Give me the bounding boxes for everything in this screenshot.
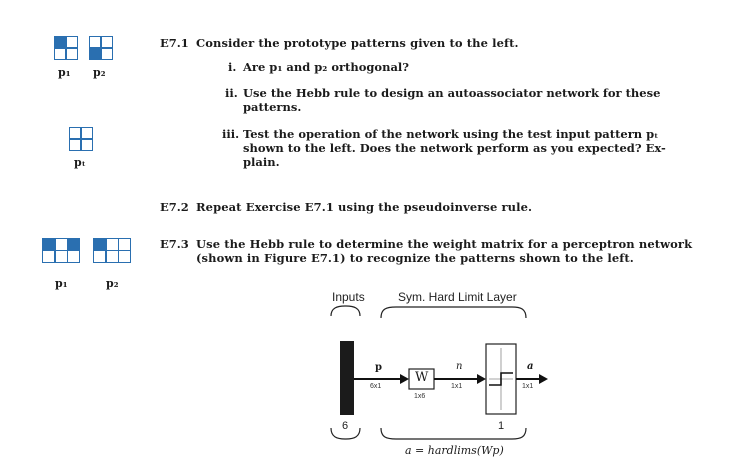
weight-label: W bbox=[415, 370, 429, 385]
item-ii-line2: patterns. bbox=[243, 100, 302, 114]
item-iii-line2: shown to the left. Does the network perform as you expected? Ex- bbox=[243, 141, 666, 155]
a-label: a bbox=[527, 361, 534, 372]
input-count: 6 bbox=[342, 420, 349, 432]
exercise-e7-1-prompt: Consider the prototype patterns given to the left. bbox=[196, 36, 519, 50]
pattern-p2-label: p₂ bbox=[93, 66, 106, 79]
p-arrowhead bbox=[400, 374, 409, 384]
p-dim: 6x1 bbox=[370, 383, 382, 390]
item-i-text: Are p₁ and p₂ orthogonal? bbox=[243, 60, 410, 74]
exercise-e7-2-number: E7.2 bbox=[160, 200, 189, 214]
a-dim: 1x1 bbox=[522, 383, 534, 390]
pattern-p1-label: p₁ bbox=[58, 66, 71, 79]
item-iii-line3: plain. bbox=[243, 155, 280, 169]
item-iii-numeral: iii. bbox=[222, 127, 240, 141]
item-iii-line1: Test the operation of the network using the test input pattern pₜ bbox=[243, 127, 659, 141]
pattern-pt-label: pₜ bbox=[74, 156, 86, 169]
a-arrowhead bbox=[539, 374, 548, 384]
layer-bottom-brace bbox=[381, 428, 526, 439]
pattern-e3-p1-label: p₁ bbox=[55, 277, 68, 290]
item-ii-numeral: ii. bbox=[225, 86, 238, 100]
pattern-e3-p2-label: p₂ bbox=[106, 277, 119, 290]
exercise-e7-1-number: E7.1 bbox=[160, 36, 189, 50]
item-i-numeral: i. bbox=[228, 60, 237, 74]
inputs-label: Inputs bbox=[332, 290, 365, 304]
n-arrowhead bbox=[477, 374, 486, 384]
inputs-top-brace bbox=[331, 306, 360, 316]
weight-dim: 1x6 bbox=[414, 393, 426, 400]
exercise-e7-3-line1: Use the Hebb rule to determine the weight matrix for a perceptron network bbox=[196, 237, 693, 251]
item-ii-line1: Use the Hebb rule to design an autoassociator network for these bbox=[243, 86, 661, 100]
layer-top-brace bbox=[381, 307, 526, 318]
input-bar bbox=[340, 341, 354, 415]
exercise-e7-3-line2: (shown in Figure E7.1) to recognize the patterns shown to the left. bbox=[196, 251, 634, 265]
exercise-e7-2-text: Repeat Exercise E7.1 using the pseudoinverse rule. bbox=[196, 200, 533, 214]
p-label: p bbox=[375, 362, 382, 373]
n-dim: 1x1 bbox=[451, 383, 463, 390]
layer-label: Sym. Hard Limit Layer bbox=[398, 290, 517, 304]
layer-count: 1 bbox=[498, 420, 505, 432]
network-equation: a = hardlims(Wp) bbox=[405, 444, 504, 457]
n-label: n bbox=[456, 361, 463, 372]
exercise-e7-3-number: E7.3 bbox=[160, 237, 189, 251]
